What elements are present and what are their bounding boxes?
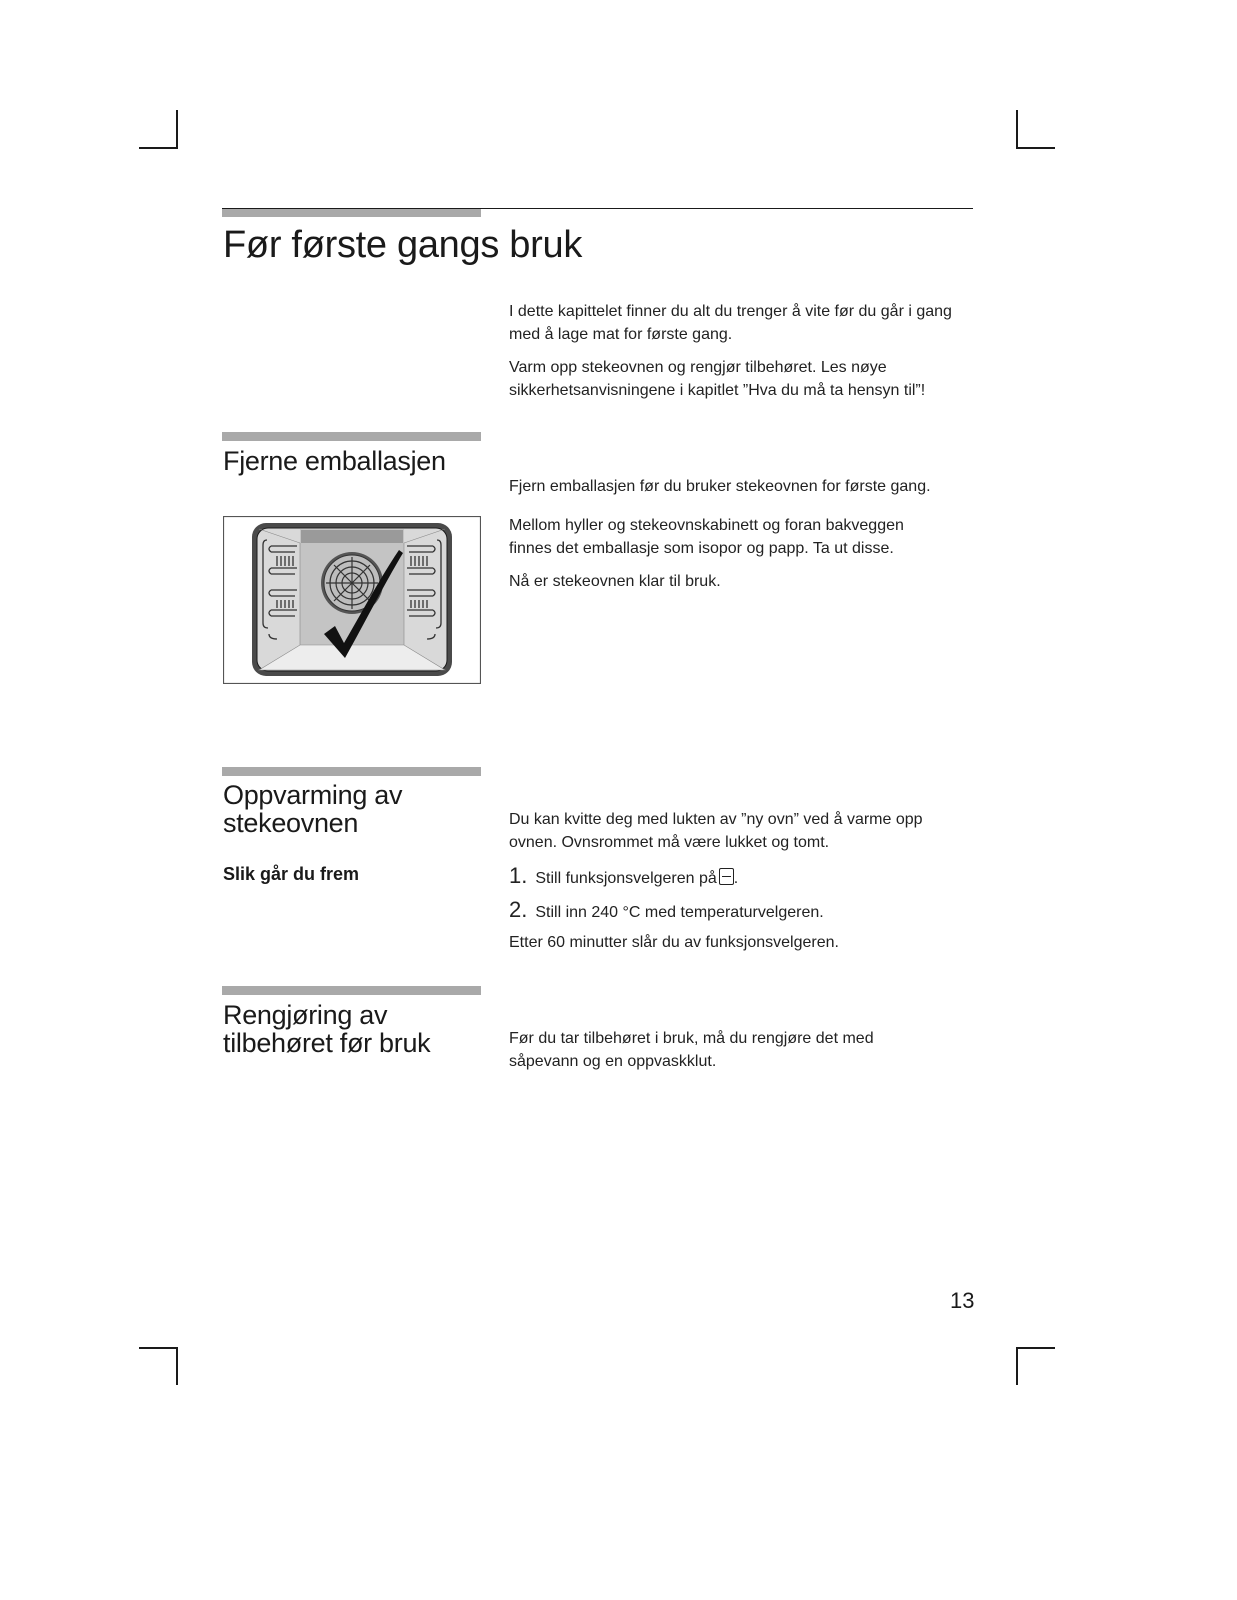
step-1-text: Still funksjonsvelgeren på (535, 870, 717, 887)
section-rule-cleaning (222, 986, 481, 995)
step-1 (509, 864, 738, 890)
step-2-number: 2. (509, 897, 528, 922)
step-2 (509, 898, 824, 924)
crop-mark-top-right (1016, 147, 1055, 149)
top-bottom-heat-icon (719, 868, 734, 885)
section-rule-heating (222, 767, 481, 776)
step-2-text: Still inn 240 °C med temperaturvelgeren. (535, 904, 824, 921)
title-rule-line (222, 208, 973, 209)
crop-mark-top-right (1016, 110, 1018, 148)
step-1-number: 1. (509, 863, 528, 888)
section-heading-cleaning-line2: tilbehøret før bruk (223, 1028, 431, 1058)
heating-after-text: Etter 60 minutter slår du av funksjonsvelgeren. (509, 934, 839, 951)
intro-paragraph-2: Varm opp stekeovnen og rengjør tilbehøret. Les nøye sikkerhetsanvisningene i kapitlet ”Hva du må ta hensyn til”! (509, 359, 926, 399)
packaging-paragraph-3: Nå er stekeovnen klar til bruk. (509, 573, 721, 590)
page-number: 13 (950, 1288, 975, 1313)
section-rule-packaging (222, 432, 481, 441)
oven-illustration (223, 516, 481, 684)
title-rule-bar (222, 208, 481, 217)
packaging-paragraph-2: Mellom hyller og stekeovnskabinett og foran bakveggen finnes det emballasje som isopor og papp. Ta ut disse. (509, 517, 904, 557)
section-heading-cleaning (223, 1001, 483, 1057)
crop-mark-bottom-right (1016, 1347, 1055, 1349)
section-heading-cleaning-line1: Rengjøring av (223, 1000, 388, 1030)
crop-mark-bottom-right (1016, 1347, 1018, 1385)
crop-mark-top-left (139, 147, 178, 149)
section-heading-heating-line2: stekeovnen (223, 808, 359, 838)
crop-mark-top-left (176, 110, 178, 148)
section-heading-heating (223, 781, 483, 837)
crop-mark-bottom-left (139, 1347, 178, 1349)
section-heading-heating-line1: Oppvarming av (223, 780, 403, 810)
intro-paragraph-1: I dette kapittelet finner du alt du trenger å vite før du går i gang med å lage mat for første gang. (509, 303, 952, 343)
packaging-paragraph-1: Fjern emballasjen før du bruker stekeovnen for første gang. (509, 478, 931, 495)
section-heading-packaging: Fjerne emballasjen (223, 446, 446, 476)
heating-paragraph-1: Du kan kvitte deg med lukten av ”ny ovn” ved å varme opp ovnen. Ovnsrommet må være lukket og tomt. (509, 811, 923, 851)
procedure-subheading: Slik går du frem (223, 864, 360, 884)
page-title: Før første gangs bruk (223, 224, 583, 266)
crop-mark-bottom-left (176, 1347, 178, 1385)
step-1-end: . (733, 870, 739, 887)
oven-checkmark-icon (223, 516, 481, 684)
cleaning-paragraph-1: Før du tar tilbehøret i bruk, må du rengjøre det med såpevann og en oppvaskklut. (509, 1030, 874, 1070)
